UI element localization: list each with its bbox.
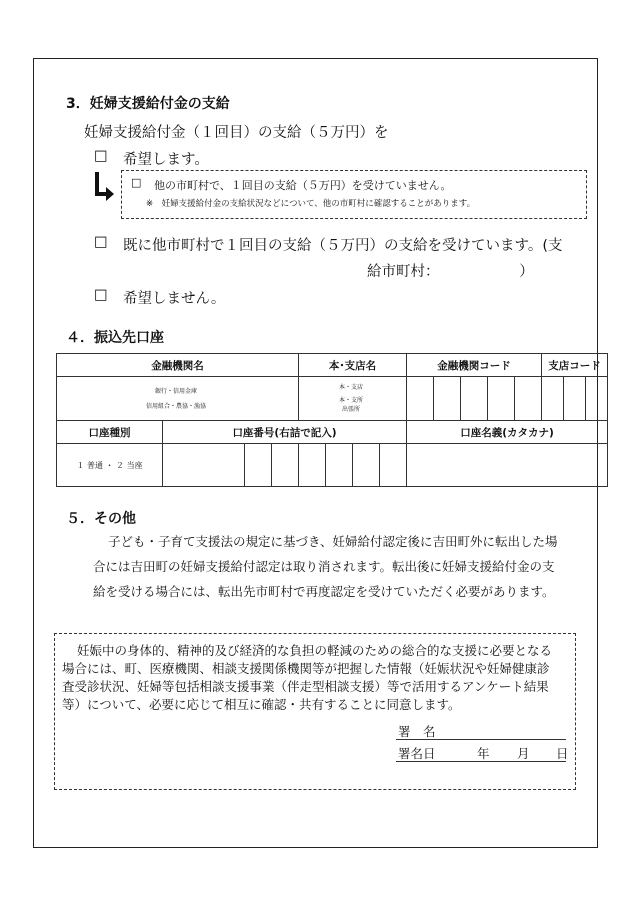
- arrow-down-right-icon: [92, 170, 118, 204]
- header-account-number: 口座番号(右詰で記入): [163, 421, 407, 444]
- bank-type-2: 信用組合・農協・漁協: [145, 402, 206, 410]
- date-day: 日: [556, 746, 569, 761]
- option2-checkbox[interactable]: □: [94, 234, 108, 250]
- branch-name-cell[interactable]: [299, 377, 407, 421]
- consent-line4: 等）について、必要に応じて相互に確認・共有することに同意します。: [62, 697, 461, 712]
- bank-code-digit[interactable]: [461, 377, 488, 421]
- account-type-options[interactable]: １ 普通 ・ ２ 当座: [57, 444, 163, 487]
- branch-code-digit[interactable]: [542, 377, 564, 421]
- signature-line[interactable]: [396, 739, 566, 740]
- header-account-holder: 口座名義(カタカナ): [407, 421, 608, 444]
- bank-code-digit[interactable]: [407, 377, 434, 421]
- header-branch-code: 支店コード: [542, 354, 608, 377]
- section4-heading: ４．振込先口座: [66, 330, 164, 346]
- date-month: 月: [517, 746, 530, 761]
- header-bank-code: 金融機関コード: [407, 354, 542, 377]
- bank-name-cell[interactable]: [57, 377, 299, 421]
- section3-intro: 妊婦支援給付金（１回目）の支給（５万円）を: [84, 125, 389, 141]
- header-branch-name: 本･支店名: [299, 354, 407, 377]
- section5-line2: 合には吉田町の妊婦支援給付認定は取り消されます。転出後に妊婦支援給付金の支: [93, 559, 555, 574]
- section5-line3: 給を受ける場合には、転出先市町村で再度認定を受けていただく必要があります。: [93, 584, 555, 599]
- account-number-digit[interactable]: [325, 444, 352, 486]
- consent-line1: 妊娠中の身体的、精神的及び経済的な負担の軽減のための総合的な支援に必要となる: [77, 643, 553, 658]
- header-bank-name: 金融機関名: [57, 354, 299, 377]
- option1-label: 希望します。: [123, 152, 209, 168]
- account-number-digit[interactable]: [379, 444, 406, 486]
- bank-code-digit[interactable]: [434, 377, 461, 421]
- account-number-digit[interactable]: [352, 444, 379, 486]
- header-account-type: 口座種別: [57, 421, 163, 444]
- account-number-digit[interactable]: [245, 444, 272, 486]
- option1-checkbox[interactable]: □: [94, 148, 108, 164]
- option1-note1: 他の市町村で、１回目の支給（５万円）を受けていません。: [154, 179, 452, 192]
- consent-line3: 査受診状況、妊婦等包括相談支援事業（伴走型相談支援）等で活用するアンケート結果: [62, 679, 549, 694]
- bank-code-digit[interactable]: [515, 377, 542, 421]
- consent-line2: 場合には、町、医療機関、相談支援関係機関等が把握した情報（妊娠状況や妊婦健康診: [62, 661, 550, 676]
- signature-label: 署 名: [398, 724, 436, 739]
- section5-line1: 子ども・子育て支援法の規定に基づき、妊婦給付認定後に吉田町外に転出した場: [108, 534, 558, 549]
- date-label: 署名日: [398, 746, 436, 761]
- option2-line1: 既に他市町村で１回目の支給（５万円）の支給を受けています。(支: [123, 238, 563, 254]
- date-line[interactable]: [396, 761, 566, 762]
- branch-type-3: 出張所: [341, 406, 360, 413]
- branch-code-digit[interactable]: [564, 377, 586, 421]
- branch-code-digit[interactable]: [586, 377, 608, 421]
- option1-note2: ※ 妊婦支援給付金の支給状況などについて、他の市町村に確認することがあります。: [146, 199, 476, 209]
- option2-line2: 給市町村： ）: [367, 264, 534, 280]
- section3-heading: 3．妊婦支援給付金の支給: [66, 96, 230, 112]
- bank-type-1: 銀行・信用金庫: [154, 387, 197, 395]
- option3-label: 希望しません。: [123, 291, 226, 307]
- option1-sub-checkbox[interactable]: □: [131, 176, 142, 189]
- branch-type-2: 本・支所: [338, 397, 363, 404]
- account-number-digit[interactable]: [299, 444, 326, 486]
- account-holder-cell[interactable]: [407, 444, 608, 487]
- account-number-digit[interactable]: [163, 444, 245, 487]
- account-number-digits: [245, 444, 407, 487]
- bank-code-digit[interactable]: [488, 377, 515, 421]
- section5-heading: ５．その他: [66, 511, 136, 527]
- date-year: 年: [477, 746, 490, 761]
- bank-account-table: [56, 353, 608, 487]
- account-number-digit[interactable]: [272, 444, 299, 486]
- branch-type-1: 本・支店: [338, 384, 363, 391]
- option3-checkbox[interactable]: □: [94, 287, 108, 303]
